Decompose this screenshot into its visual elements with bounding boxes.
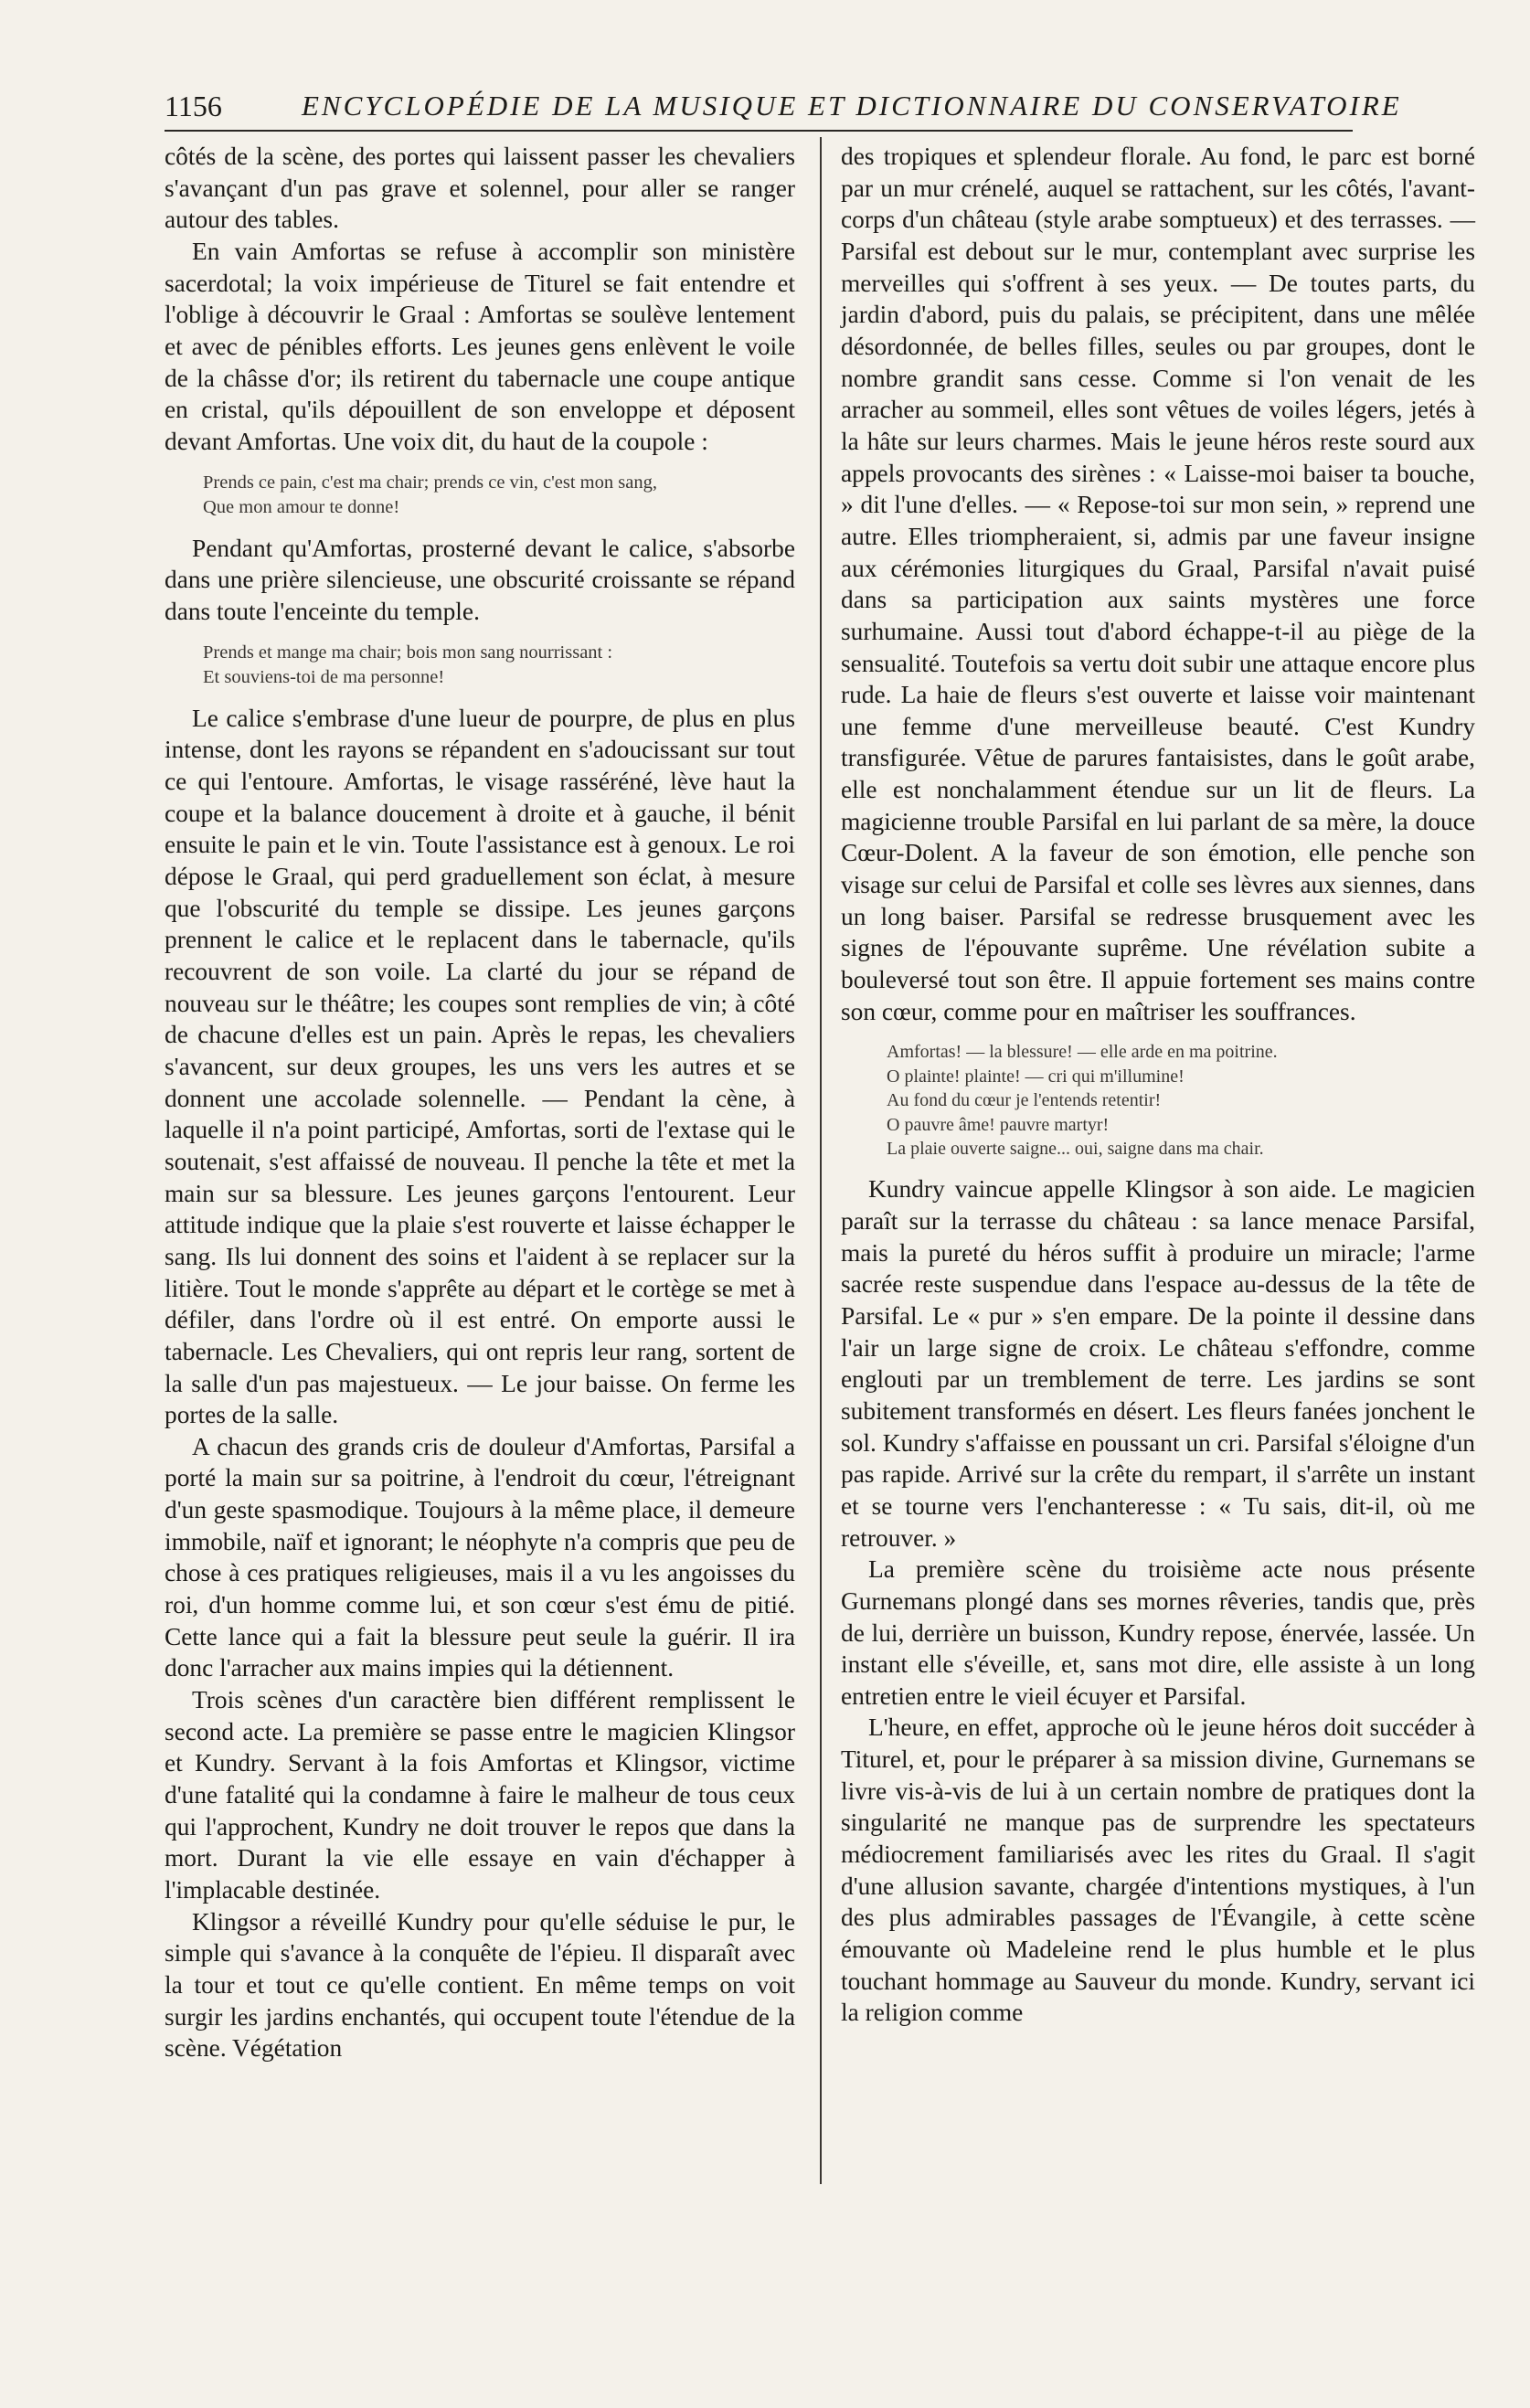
paragraph: Trois scènes d'un caractère bien différent remplissent le second acte. La première se passe entre le magicien Klingsor et Kundry. Servant à la fois Amfortas et Klingsor, victime d'une fatalité qui la condamne à faire le malheur de tous ceux qui l'approchent, Kundry ne doit trouver le repos que dans la mort. Durant la vie elle essaye en vain d'échapper à l'implacable destinée. bbox=[165, 1686, 795, 1904]
verse-quote bbox=[887, 1040, 1475, 1161]
paragraph: Le calice s'embrase d'une lueur de pourpre, de plus en plus intense, dont les rayons se répandent en s'adoucissant sur tout ce qui l'entoure. Amfortas, le visage rasséréné, lève haut la coupe et la balance doucement à droite et à gauche, il bénit ensuite le pain et le vin. Toute l'assistance est à genoux. Le roi dépose le Graal, qui perd graduellement son éclat, à mesure que l'obscurité du temple se dissipe. Les jeunes garçons prennent le calice et le replacent dans le tabernacle, qu'ils recouvrent de son voile. La clarté du jour se répand de nouveau sur le théâtre; les coupes sont remplies de vin; à côté de chacune d'elles est un pain. Après le repas, les chevaliers s'avancent, sur deux groupes, les uns vers les autres et se donnent une accolade solennelle. — Pendant la cène, à laquelle il n'a point participé, Amfortas, sorti de l'extase qui le soutenait, s'est affaissé de nouveau. Il penche la tête et met la main sur sa blessure. Les jeunes garçons l'entourent. Leur attitude indique que la plaie s'est rouverte et laisse échapper le sang. Ils lui donnent des soins et l'aident à se replacer sur la litière. Tout le monde s'apprête au départ et le cortège se met à défiler, dans l'ordre où il est entré. On emporte aussi le tabernacle. Les Chevaliers, qui ont repris leur rang, sortent de la salle d'un pas majestueux. — Le jour baisse. On ferme les portes de la salle. bbox=[165, 704, 795, 1429]
paragraph: A chacun des grands cris de douleur d'Amfortas, Parsifal a porté la main sur sa poitrine, à l'endroit du cœur, l'étreignant d'un geste spasmodique. Toujours à la même place, il demeure immobile, naïf et ignorant; le néophyte n'a compris que peu de chose à ces pratiques religieuses, mais il a vu les angoisses du roi, d'un homme comme lui, et son cœur s'est ému de pitié. Cette lance qui a fait la blessure peut seule la guérir. Il ira donc l'arracher aux mains impies qui la détiennent. bbox=[165, 1432, 795, 1682]
verse-line: O pauvre âme! pauvre martyr! bbox=[887, 1114, 1110, 1135]
paragraph: L'heure, en effet, approche où le jeune héros doit succéder à Titurel, et, pour le préparer à sa mission divine, Gurnemans se livre vis-à-vis de lui à un certain nombre de pratiques dont la singularité ne manque pas de surprendre les spectateurs médiocrement familiarisés avec les rites du Graal. Il s'agit d'une allusion savante, chargée d'intentions mystiques, à l'un des plus admirables passages de l'Évangile, à cette scène émouvante où Madeleine rend le plus humble et le plus touchant hommage au Sauveur du monde. Kundry, servant ici la religion comme bbox=[841, 1713, 1475, 2027]
column-divider bbox=[820, 137, 822, 2184]
paragraph: Klingsor a réveillé Kundry pour qu'elle séduise le pur, le simple qui s'avance à la conquête de l'épieu. Il disparaît avec la tour et tout ce qu'elle contient. En même temps on voit surgir les jardins enchantés, qui occupent toute l'étendue de la scène. Végétation bbox=[165, 1907, 795, 2063]
verse-quote bbox=[203, 641, 795, 690]
page-header bbox=[165, 88, 1402, 132]
verse-quote bbox=[203, 471, 795, 520]
verse-line: Prends et mange ma chair; bois mon sang nourrissant : bbox=[203, 642, 613, 663]
paragraph: Kundry vaincue appelle Klingsor à son aide. Le magicien paraît sur la terrasse du château : sa lance menace Parsifal, mais la pureté du héros suffit à produire un miracle; l'arme sacrée reste suspendue dans l'espace au-dessus de la tête de Parsifal. Le « pur » s'en empare. De la pointe il dessine dans l'air un large signe de croix. Le château s'effondre, comme englouti par un tremblement de terre. Les jardins se sont subitement transformés en désert. Les fleurs fanées jonchent le sol. Kundry s'affaisse en poussant un cri. Parsifal s'éloigne d'un pas rapide. Arrivé sur la crête du rempart, il s'arrête un instant et se tourne vers l'enchanteresse : « Tu sais, dit-il, où me retrouver. » bbox=[841, 1175, 1475, 1552]
page-number: 1156 bbox=[165, 90, 222, 122]
paragraph: des tropiques et splendeur florale. Au fond, le parc est borné par un mur crénelé, auquel se rattachent, sur les côtés, l'avant-corps d'un château (style arabe somptueux) et des terrasses. — Parsifal est debout sur le mur, contemplant avec surprise les merveilles qui s'offrent à ses yeux. — De toutes parts, du jardin d'abord, puis du palais, se précipitent, dans une mêlée désordonnée, de belles filles, seules ou par groupes, dont le nombre grandit sans cesse. Comme si l'on venait de les arracher au sommeil, elles sont vêtues de voiles légers, jetés à la hâte sur leurs charmes. Mais le jeune héros reste sourd aux appels provocants des sirènes : « Laisse-moi baiser ta bouche, » dit l'une d'elles. — « Repose-toi sur mon sein, » reprend une autre. Elles triompheraient, si, admis par une faveur insigne aux cérémonies liturgiques du Graal, Parsifal n'avait puisé dans sa participation aux saints mystères une force surhumaine. Aussi tout d'abord échappe-t-il au piège de la sensualité. Toutefois sa vertu doit subir une attaque encore plus rude. La haie de fleurs s'est ouverte et laisse voir maintenant une femme d'une merveilleuse beauté. C'est Kundry transfigurée. Vêtue de parures fantaisistes, dans le goût arabe, elle est nonchalamment étendue sur un lit de fleurs. La magicienne trouble Parsifal en lui parlant de sa mère, la douce Cœur-Dolent. A la faveur de son émotion, elle penche son visage sur celui de Parsifal et colle ses lèvres aux siennes, dans un long baiser. Parsifal se redresse brusquement avec les signes de l'épouvante suprême. Une révélation subite a bouleversé tout son être. Il appuie fortement ses mains contre son cœur, comme pour en maîtriser les souffrances. bbox=[841, 143, 1475, 1025]
verse-line: Prends ce pain, c'est ma chair; prends ce vin, c'est mon sang, bbox=[203, 472, 657, 493]
verse-line: Amfortas! — la blessure! — elle arde en ma poitrine. bbox=[887, 1042, 1278, 1063]
right-column bbox=[841, 141, 1475, 2029]
left-column bbox=[165, 141, 795, 2064]
paragraph: côtés de la scène, des portes qui laissent passer les chevaliers s'avançant d'un pas grave et solennel, pour aller se ranger autour des tables. bbox=[165, 143, 795, 234]
verse-line: O plainte! plainte! — cri qui m'illumine! bbox=[887, 1066, 1185, 1087]
running-title: ENCYCLOPÉDIE DE LA MUSIQUE ET DICTIONNAIRE DU CONSERVATOIRE bbox=[302, 90, 1402, 122]
paragraph: La première scène du troisième acte nous présente Gurnemans plongé dans ses mornes rêveries, tandis que, près de lui, derrière un buisson, Kundry repose, énervée, lassée. Un instant elle s'éveille, et, sans mot dire, elle assiste à un long entretien entre le vieil écuyer et Parsifal. bbox=[841, 1555, 1475, 1710]
verse-line: La plaie ouverte saigne... oui, saigne dans ma chair. bbox=[887, 1138, 1264, 1159]
verse-line: Que mon amour te donne! bbox=[203, 496, 400, 517]
verse-line: Et souviens-toi de ma personne! bbox=[203, 666, 445, 687]
verse-line: Au fond du cœur je l'entends retentir! bbox=[887, 1090, 1162, 1111]
paragraph: En vain Amfortas se refuse à accomplir son ministère sacerdotal; la voix impérieuse de Titurel se fait entendre et l'oblige à découvrir le Graal : Amfortas se soulève lentement et avec de pénibles efforts. Les jeunes gens enlèvent le voile de la châsse d'or; ils retirent du tabernacle une coupe antique en cristal, qu'ils dépouillent de son enveloppe et déposent devant Amfortas. Une voix dit, du haut de la coupole : bbox=[165, 237, 795, 455]
paragraph: Pendant qu'Amfortas, prosterné devant le calice, s'absorbe dans une prière silencieuse, une obscurité croissante se répand dans toute l'enceinte du temple. bbox=[165, 534, 795, 625]
